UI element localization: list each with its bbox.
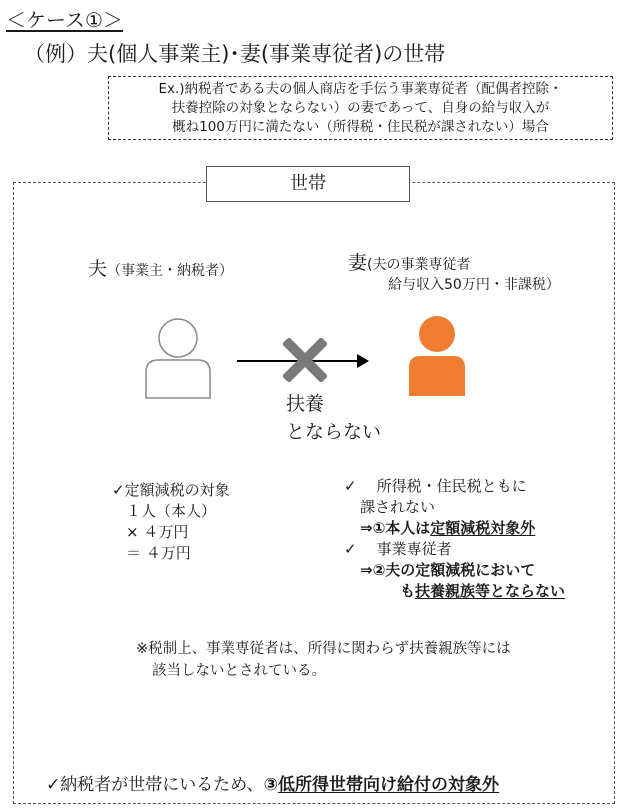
result-text: 本人は xyxy=(385,519,431,537)
result-prefix: ⇒① xyxy=(360,519,386,537)
check-icon: ✓ xyxy=(112,481,125,499)
cross-icon xyxy=(283,338,327,382)
husband-label xyxy=(88,254,233,281)
not-dependent-line: とならない xyxy=(286,421,382,443)
tax-reduction-title: 定額減税の対象 xyxy=(124,481,230,499)
check-icon: ✓ xyxy=(46,775,61,795)
conclusion-line xyxy=(46,770,499,795)
tax-remark xyxy=(136,638,511,682)
conclusion-prefix: ③ xyxy=(263,775,278,795)
status-text: 事業専従者 xyxy=(376,540,452,558)
remark-line: 該当しないとされている。 xyxy=(152,663,326,679)
note-line: 扶養控除の対象とならない）の妻であって、自身の給与収入が xyxy=(171,100,550,116)
tax-reduction-line: ＝ ４万円 xyxy=(126,544,191,562)
case-title: ＜ケース①＞ xyxy=(6,8,123,32)
wife-label xyxy=(348,248,470,275)
household-label: 世帯 xyxy=(206,166,410,202)
result-highlight: 定額減税対象外 xyxy=(430,519,536,537)
result-text: も xyxy=(400,582,416,600)
wife-name: 妻 xyxy=(348,252,368,274)
conclusion-text: 納税者が世帯にいるため、 xyxy=(60,775,264,795)
page-heading: （例）夫(個人事業主)･妻(事業専従者)の世帯 xyxy=(24,42,446,66)
person-outline-icon xyxy=(142,314,214,400)
tax-reduction-line: １人（本人） xyxy=(126,502,217,520)
arrow-head-icon xyxy=(357,354,369,368)
tax-reduction-list xyxy=(112,480,230,564)
result-text: ⇒②夫の定額減税において xyxy=(360,561,536,579)
person-filled-icon xyxy=(408,312,466,396)
tax-reduction-line: × ４万円 xyxy=(126,523,189,541)
husband-name: 夫 xyxy=(88,258,108,280)
not-dependent-label xyxy=(286,390,381,446)
not-dependent-line: 扶養 xyxy=(286,393,325,415)
check-icon: ✓ xyxy=(344,540,357,558)
conclusion-highlight: 低所得世帯向け給付の対象外 xyxy=(277,775,499,795)
note-line: Ex.)納税者である夫の個人商店を手伝う事業専従者（配偶者控除・ xyxy=(158,81,563,97)
check-icon: ✓ xyxy=(344,477,357,495)
wife-income: 給与収入50万円・非課税） xyxy=(388,277,560,293)
result-highlight: 扶養親族等とならない xyxy=(415,582,566,600)
status-text: 所得税・住民税ともに xyxy=(376,477,527,495)
note-line: 概ね100万円に満たない（所得税・住民税が課されない）場合 xyxy=(172,119,549,135)
wife-status-list xyxy=(344,476,565,602)
example-note-box xyxy=(108,76,613,140)
status-text: 課されない xyxy=(360,498,436,516)
wife-role: (夫の事業専従者 xyxy=(367,257,471,273)
remark-line: ※税制上、事業専従者は、所得に関わらず扶養親族等には xyxy=(136,641,511,657)
husband-role: （事業主・納税者） xyxy=(107,263,234,279)
